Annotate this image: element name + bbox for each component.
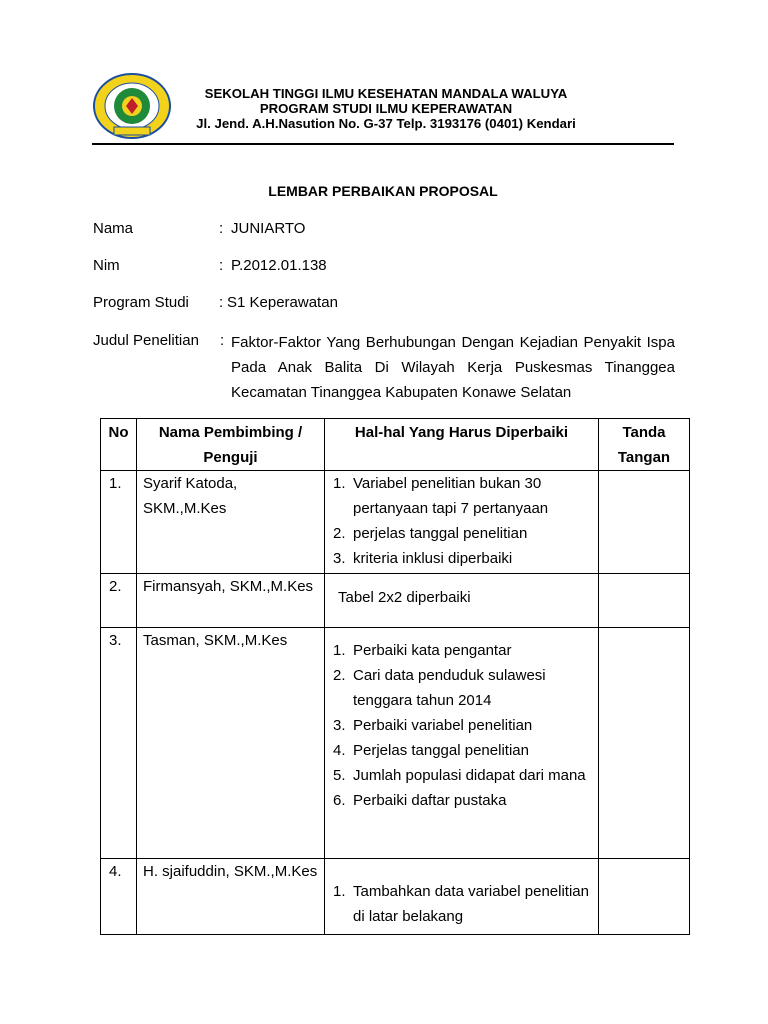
judul-label: Judul Penelitian: [93, 332, 199, 349]
signature-cell: [599, 628, 690, 859]
list-item: 4. Perjelas tanggal penelitian: [333, 742, 529, 759]
prodi-label: Program Studi: [93, 294, 189, 311]
row-items: [325, 628, 599, 859]
program-name: PROGRAM STUDI ILMU KEPERAWATAN: [259, 101, 513, 116]
letterhead: [176, 86, 596, 131]
nim-label: Nim: [93, 257, 120, 274]
judul-value: Faktor-Faktor Yang Berhubungan Dengan Kejadian Penyakit Ispa Pada Anak Balita Di Wilayah Kerja Puskesmas Tinanggea Kecamatan Tinanggea Kabupaten Konawe Selatan: [231, 334, 675, 401]
list-item: 1. Variabel penelitian bukan 30 pertanyaan tapi 7 pertanyaan: [333, 475, 549, 517]
list-item: 5. Jumlah populasi didapat dari mana: [333, 767, 586, 784]
institution-logo: [92, 72, 172, 140]
institution-address: Jl. Jend. A.H.Nasution No. G-37 Telp. 3193176 (0401) Kendari: [196, 116, 576, 131]
document-title: LEMBAR PERBAIKAN PROPOSAL: [268, 183, 498, 199]
nim-value: P.2012.01.138: [231, 257, 327, 274]
nama-value: JUNIARTO: [231, 220, 306, 237]
row-items: [325, 471, 599, 574]
table-header-row: [101, 419, 690, 471]
row-name: Tasman, SKM.,M.Kes: [137, 628, 325, 859]
table-row: [101, 471, 690, 574]
institution-name: SEKOLAH TINGGI ILMU KESEHATAN MANDALA WALUYA: [204, 86, 568, 101]
header-items: Hal-hal Yang Harus Diperbaiki: [325, 419, 599, 471]
row-no: 1.: [101, 471, 137, 574]
row-no: 4.: [101, 859, 137, 935]
header-no: No: [101, 419, 137, 471]
list-item: 2. perjelas tanggal penelitian: [333, 525, 528, 542]
prodi-value: S1 Keperawatan: [227, 294, 338, 311]
letterhead-divider: [92, 143, 674, 145]
table-row: [101, 628, 690, 859]
row-items: [325, 859, 599, 935]
header-sign: Tanda Tangan: [599, 419, 690, 471]
table-row: [101, 859, 690, 935]
row-name: Syarif Katoda, SKM.,M.Kes: [137, 471, 325, 574]
signature-cell: [599, 859, 690, 935]
row-items: [325, 574, 599, 628]
list-item: 2. Cari data penduduk sulawesi tenggara tahun 2014: [333, 667, 546, 709]
list-item: 3. kriteria inklusi diperbaiki: [333, 550, 513, 567]
list-item: 1. Perbaiki kata pengantar: [333, 642, 512, 659]
list-item: 1. Tambahkan data variabel penelitian di latar belakang: [333, 883, 589, 925]
row-text: Tabel 2x2 diperbaiki: [338, 589, 471, 606]
header-name: Nama Pembimbing / Penguji: [137, 419, 325, 471]
signature-cell: [599, 471, 690, 574]
row-no: 3.: [101, 628, 137, 859]
signature-cell: [599, 574, 690, 628]
nama-label: Nama: [93, 220, 134, 237]
revision-table: [100, 418, 690, 935]
table-row: [101, 574, 690, 628]
list-item: 3. Perbaiki variabel penelitian: [333, 717, 533, 734]
row-name: H. sjaifuddin, SKM.,M.Kes: [137, 859, 325, 935]
list-item: 6. Perbaiki daftar pustaka: [333, 792, 507, 809]
row-no: 2.: [101, 574, 137, 628]
row-name: Firmansyah, SKM.,M.Kes: [137, 574, 325, 628]
